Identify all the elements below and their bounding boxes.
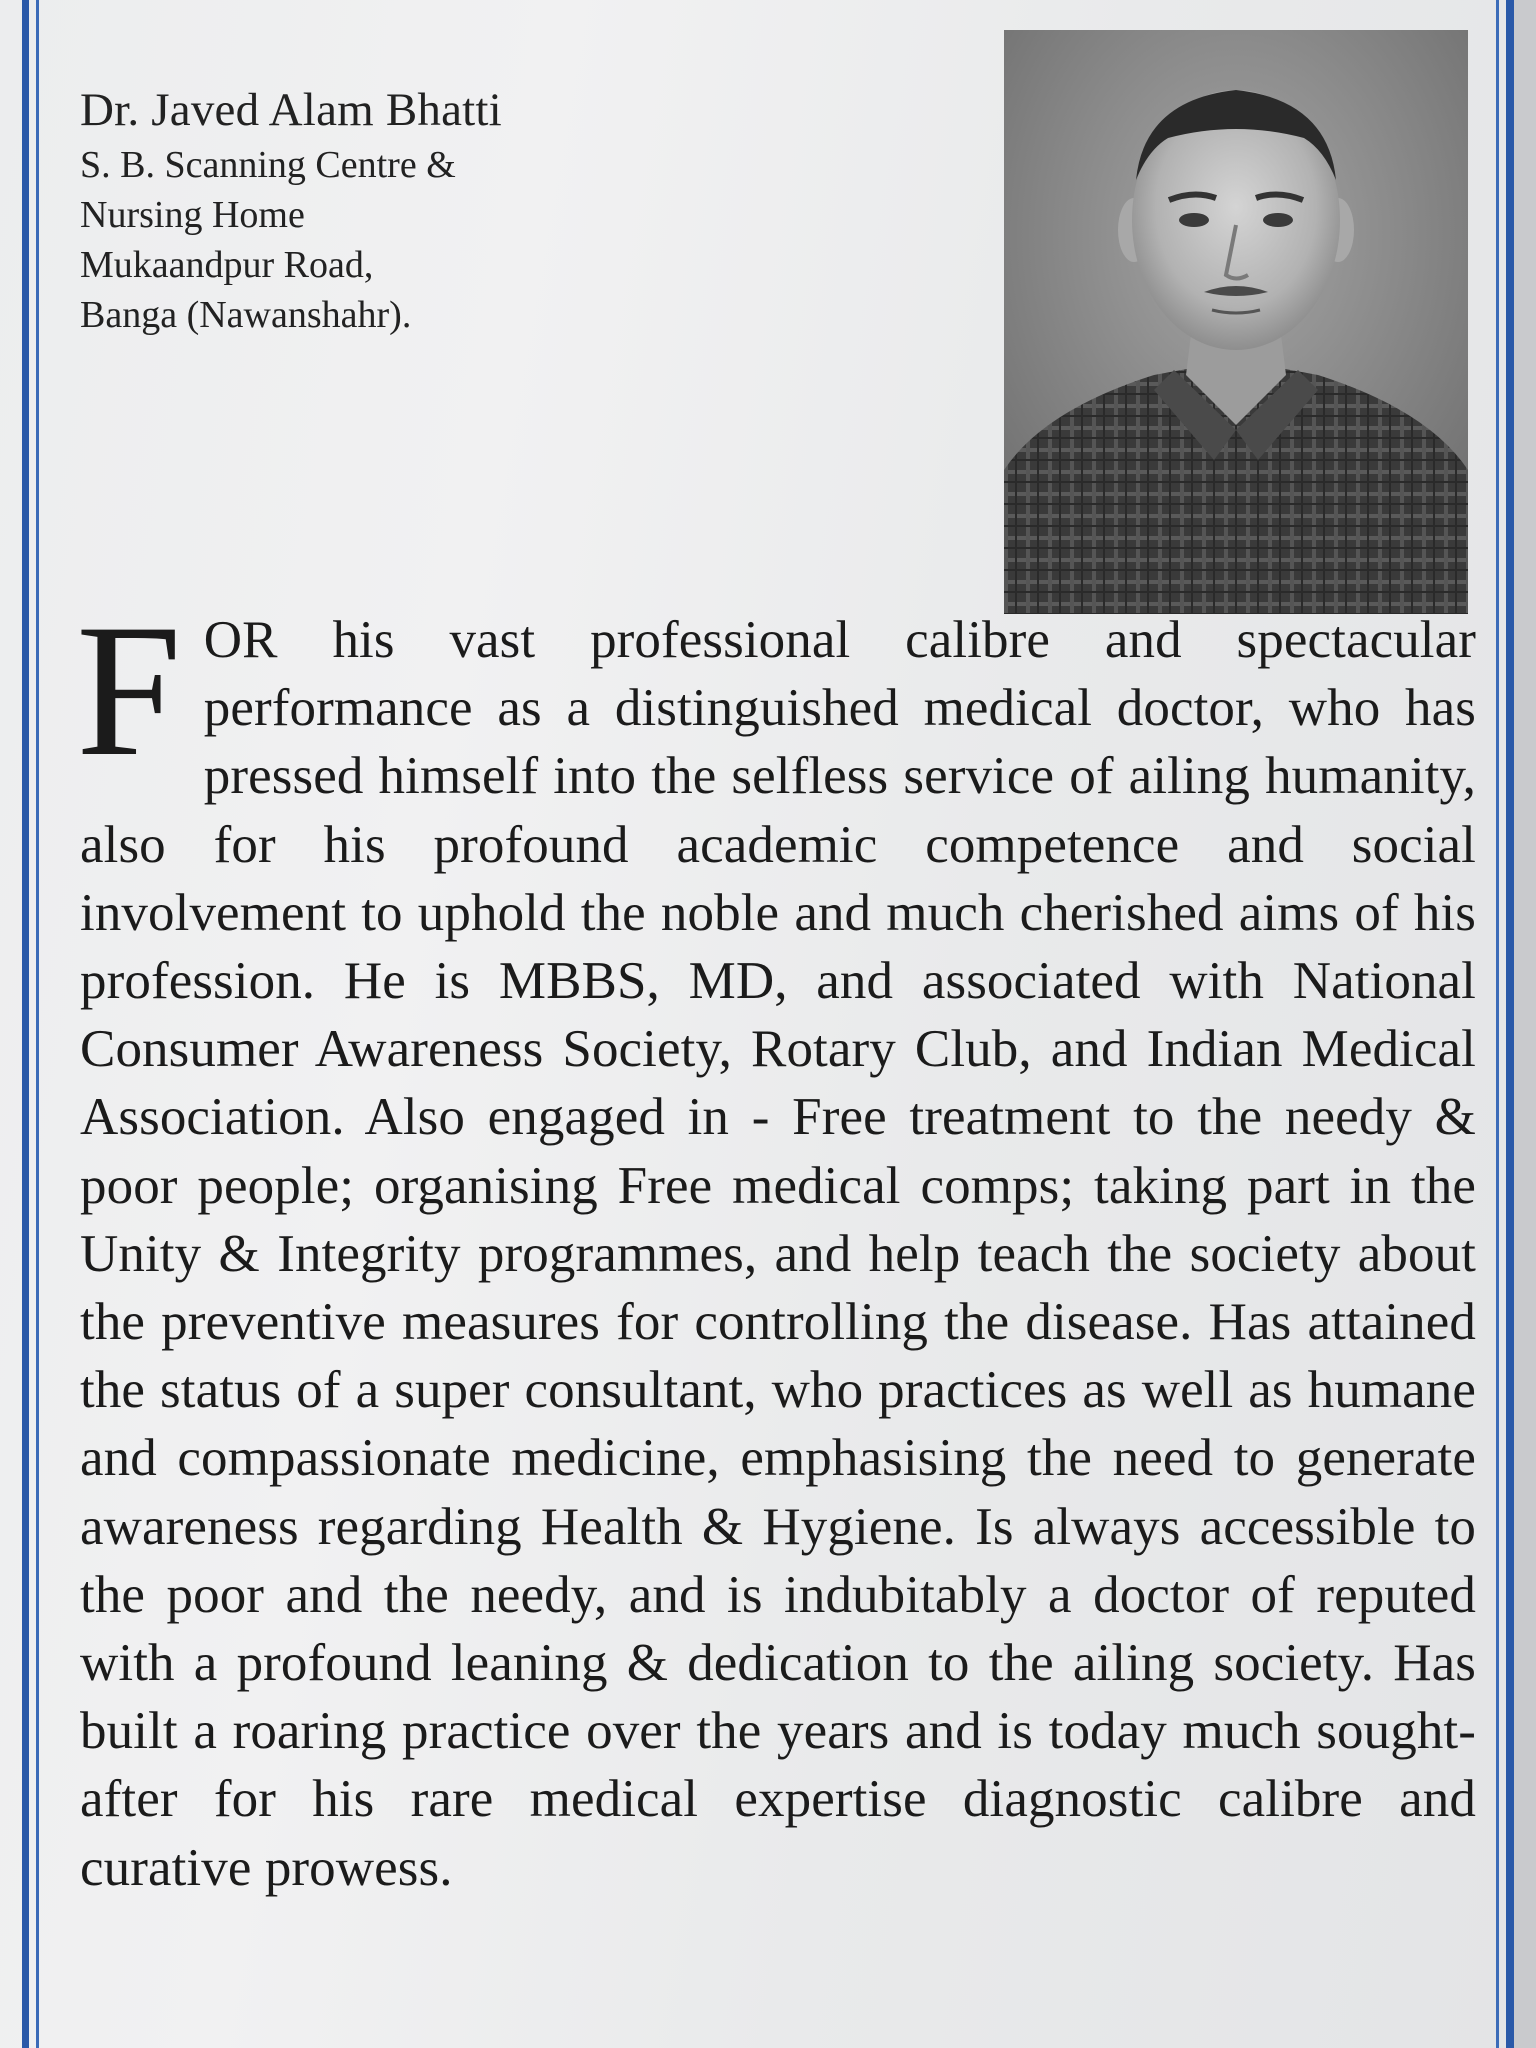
drop-cap-letter: F bbox=[76, 586, 182, 796]
portrait-icon bbox=[1004, 30, 1468, 614]
profile-header bbox=[80, 80, 960, 340]
right-border-inner bbox=[1496, 0, 1499, 2048]
portrait-photo bbox=[1004, 30, 1468, 614]
left-border-outer bbox=[22, 0, 29, 2048]
article-paragraph: OR his vast professional calibre and spectacular performance as a distinguished medical doctor, who has pressed himself into the selfless service of ailing humanity, also for his profound academic competence and social involvement to uphold the noble and much cherished aims of his profession. He is MBBS, MD, and associated with National Consumer Awareness Society, Rotary Club, and Indian Medical Association. Also engaged in - Free treatment to the needy & poor people; organising Free medical comps; taking part in the Unity & Integrity programmes, and help teach the society about the preventive measures for controlling the disease. Has attained the status of a super consultant, who practices as well as humane and compassionate medicine, emphasising the need to generate awareness regarding Health & Hygiene. Is always accessible to the poor and the needy, and is indubitably a doctor of reputed with a profound leaning & dedication to the ailing society. Has built a roaring practice over the years and is today much sought-after for his rare medical expertise diagnostic calibre and curative prowess. bbox=[80, 611, 1476, 1897]
address-line-3: Mukaandpur Road, bbox=[80, 244, 374, 286]
address-line-4: Banga (Nawanshahr). bbox=[80, 294, 412, 336]
address-line-2: Nursing Home bbox=[80, 194, 305, 236]
doctor-name: Dr. Javed Alam Bhatti bbox=[80, 84, 502, 136]
right-border-outer bbox=[1506, 0, 1514, 2048]
address-line-1: S. B. Scanning Centre & bbox=[80, 144, 456, 186]
page-edge bbox=[1514, 0, 1536, 2048]
article-body bbox=[76, 586, 1476, 1902]
left-border-inner bbox=[36, 0, 39, 2048]
